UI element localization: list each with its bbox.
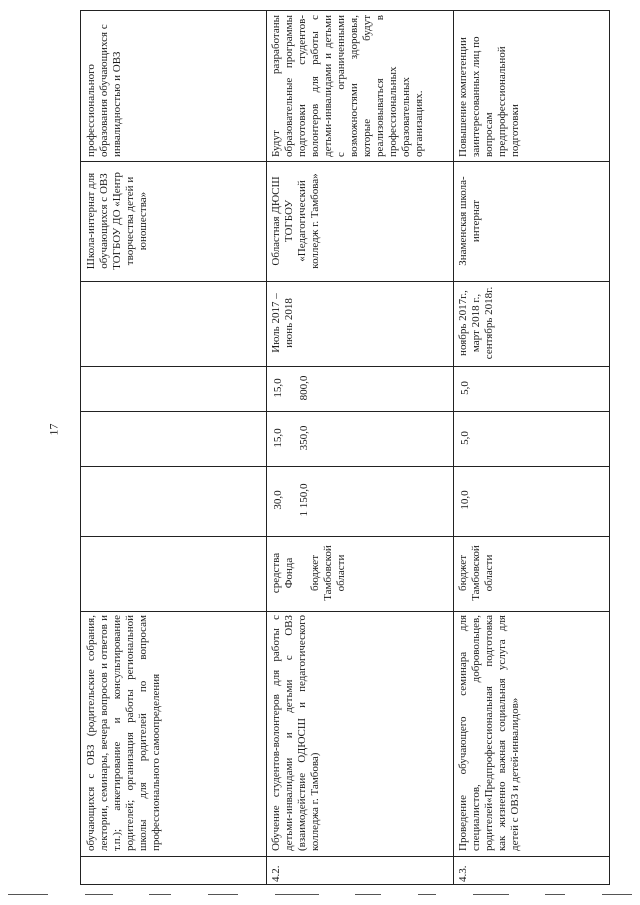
row-43-activity-text: Проведение обучающего семинара для специалистов, добровольцев, родителей«Предпрофессиональная подготовка как жизненно важная социальная услуга для детей с ОВЗ и детей-инвалидов» xyxy=(457,615,521,851)
cont-result-text: профессионального образования обучающихся с инвалидностью и ОВЗ xyxy=(85,24,123,157)
row-42-2018-text: 15,0 800,0 xyxy=(272,375,310,401)
row-42-activity-text: Обучение студентов-волонтеров для работы с детьми-инвалидами и детьми с ОВЗ (взаимодействие ОДЮСШ и педагогического колледжа г. Тамбова) xyxy=(270,615,321,851)
row-42-period xyxy=(266,281,453,366)
row-43-2017-text: 5,0 xyxy=(459,431,471,445)
scan-mark xyxy=(355,894,381,895)
cont-activity-cell xyxy=(81,611,266,856)
scan-mark xyxy=(545,894,565,895)
scan-mark xyxy=(275,894,319,895)
row-42-source xyxy=(266,536,453,611)
scan-mark xyxy=(85,894,113,895)
row-43-result-text: Повышение компетенции заинтересованных лиц по вопросам предпрофессиональной подготовки xyxy=(457,36,521,157)
footer-scan-marks xyxy=(0,890,640,900)
row-43-period-text: ноябрь 2017г., март 2018 г., сентябрь 2018г. xyxy=(457,286,495,360)
row-43-activity xyxy=(453,611,611,856)
cont-executor-text: Школа-интернат для обучающихся с ОВЗ ТОГБОУ ДО «Центр творчества детей и юношества» xyxy=(85,172,149,270)
row-42-number-text: 4.2. xyxy=(270,865,282,882)
row-42-period-text: Июль 2017 – июнь 2018 xyxy=(270,293,295,353)
row-43-total xyxy=(453,466,611,536)
row-43-number-text: 4.3. xyxy=(457,865,469,882)
row-43-period xyxy=(453,281,611,366)
row-43-number xyxy=(453,856,611,886)
scan-mark xyxy=(8,894,48,895)
row-42-activity xyxy=(266,611,453,856)
row-43-total-text: 10,0 xyxy=(459,490,471,510)
row-42-source-text: средства Фонда бюджет Тамбовской области xyxy=(270,545,347,601)
scan-mark xyxy=(418,894,436,895)
row-43-executor xyxy=(453,161,611,281)
cont-executor-cell xyxy=(81,161,266,281)
table xyxy=(80,10,610,885)
row-42-total-text: 30,0 1 150,0 xyxy=(272,483,310,517)
row-43-source-text: бюджет Тамбовской области xyxy=(457,545,495,601)
scan-mark xyxy=(602,894,632,895)
row-42-executor xyxy=(266,161,453,281)
row-43-source xyxy=(453,536,611,611)
row-42-result-text: Будут разработаны образовательные программы подготовки студентов-волонтеров для работы с детьми-инвалидами и детьми с ограниченными возможностями здоровья, которые будут реализовываться в профессиональных образовательных организациях. xyxy=(270,15,425,157)
scan-mark xyxy=(149,894,171,895)
row-42-2017-text: 15,0 350,0 xyxy=(272,425,310,451)
row-43-2018 xyxy=(453,366,611,411)
row-43-2017 xyxy=(453,411,611,466)
row-42-total xyxy=(266,466,453,536)
cont-result-cell xyxy=(81,11,266,161)
row-42-result xyxy=(266,11,453,161)
cont-activity-text: обучающихся с ОВЗ (родительские собрания, лектории, семинары, вечера вопросов и ответов и т.п.); анкетирование и консультирование родителей; организация работы региональной школы для родителей по вопросам профессионального самоопределения xyxy=(85,615,162,851)
scan-mark xyxy=(208,894,238,895)
scan-mark xyxy=(473,894,509,895)
page-number: 17 xyxy=(46,423,61,436)
row-42-2017 xyxy=(266,411,453,466)
row-43-result xyxy=(453,11,611,161)
row-43-2018-text: 5,0 xyxy=(459,381,471,395)
row-42-2018 xyxy=(266,366,453,411)
row-42-executor-text: Областная ДЮСШ ТОГБОУ «Педагогический колледж г. Тамбова» xyxy=(270,173,321,269)
row-43-executor-text: Знаменская школа-интернат xyxy=(457,176,482,266)
row-42-number xyxy=(266,856,453,886)
